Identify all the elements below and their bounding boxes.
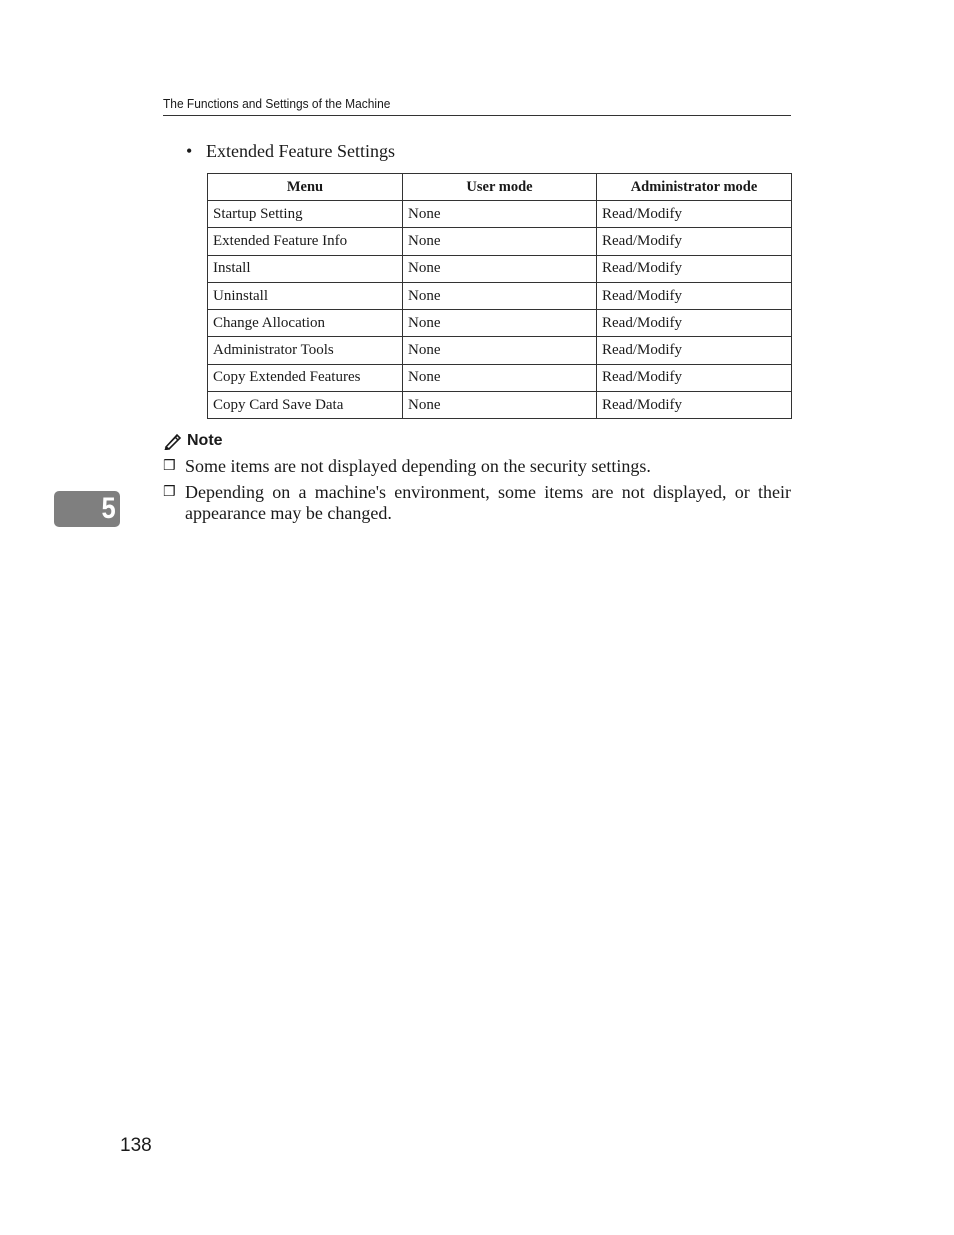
- column-header-administrator-mode: Administrator mode: [597, 174, 792, 201]
- user-mode-cell: None: [403, 255, 597, 282]
- admin-mode-cell: Read/Modify: [597, 337, 792, 364]
- admin-mode-cell: Read/Modify: [597, 364, 792, 391]
- user-mode-cell: None: [403, 310, 597, 337]
- menu-cell: Uninstall: [208, 282, 403, 309]
- admin-mode-cell: Read/Modify: [597, 201, 792, 228]
- pencil-icon: [163, 432, 183, 450]
- menu-cell: Administrator Tools: [208, 337, 403, 364]
- user-mode-cell: None: [403, 201, 597, 228]
- note-item: [163, 482, 791, 524]
- note-item-text: Some items are not displayed depending on the security settings.: [185, 456, 651, 476]
- table-row: [208, 364, 792, 391]
- admin-mode-cell: Read/Modify: [597, 310, 792, 337]
- menu-cell: Copy Extended Features: [208, 364, 403, 391]
- running-header: The Functions and Settings of the Machine: [163, 96, 391, 111]
- table-row: [208, 255, 792, 282]
- menu-cell: Install: [208, 255, 403, 282]
- note-item-text: Depending on a machine's environment, some items are not displayed, or their appearance may be changed.: [185, 482, 791, 523]
- user-mode-cell: None: [403, 337, 597, 364]
- table-row: [208, 228, 792, 255]
- user-mode-cell: None: [403, 282, 597, 309]
- user-mode-cell: None: [403, 392, 597, 419]
- bullet-icon: •: [186, 141, 193, 161]
- user-mode-cell: None: [403, 228, 597, 255]
- chapter-number: 5: [101, 492, 116, 525]
- chapter-tab: [54, 491, 120, 527]
- note-heading: [163, 432, 223, 450]
- table-header-row: [208, 174, 792, 201]
- admin-mode-cell: Read/Modify: [597, 228, 792, 255]
- table-row: [208, 310, 792, 337]
- user-mode-cell: None: [403, 364, 597, 391]
- admin-mode-cell: Read/Modify: [597, 255, 792, 282]
- admin-mode-cell: Read/Modify: [597, 392, 792, 419]
- menu-cell: Change Allocation: [208, 310, 403, 337]
- page-number: 138: [120, 1135, 152, 1156]
- table-row: [208, 201, 792, 228]
- note-title: Note: [187, 432, 223, 449]
- checkbox-icon: ❒: [163, 458, 176, 474]
- section-heading: [186, 141, 395, 162]
- admin-mode-cell: Read/Modify: [597, 282, 792, 309]
- menu-cell: Extended Feature Info: [208, 228, 403, 255]
- checkbox-icon: ❒: [163, 484, 176, 500]
- table-row: [208, 392, 792, 419]
- header-rule: [163, 115, 791, 116]
- column-header-menu: Menu: [208, 174, 403, 201]
- section-heading-text: Extended Feature Settings: [206, 141, 395, 161]
- menu-cell: Startup Setting: [208, 201, 403, 228]
- table-row: [208, 282, 792, 309]
- settings-table: [207, 173, 792, 419]
- table-row: [208, 337, 792, 364]
- note-item: [163, 456, 791, 477]
- menu-cell: Copy Card Save Data: [208, 392, 403, 419]
- column-header-user-mode: User mode: [403, 174, 597, 201]
